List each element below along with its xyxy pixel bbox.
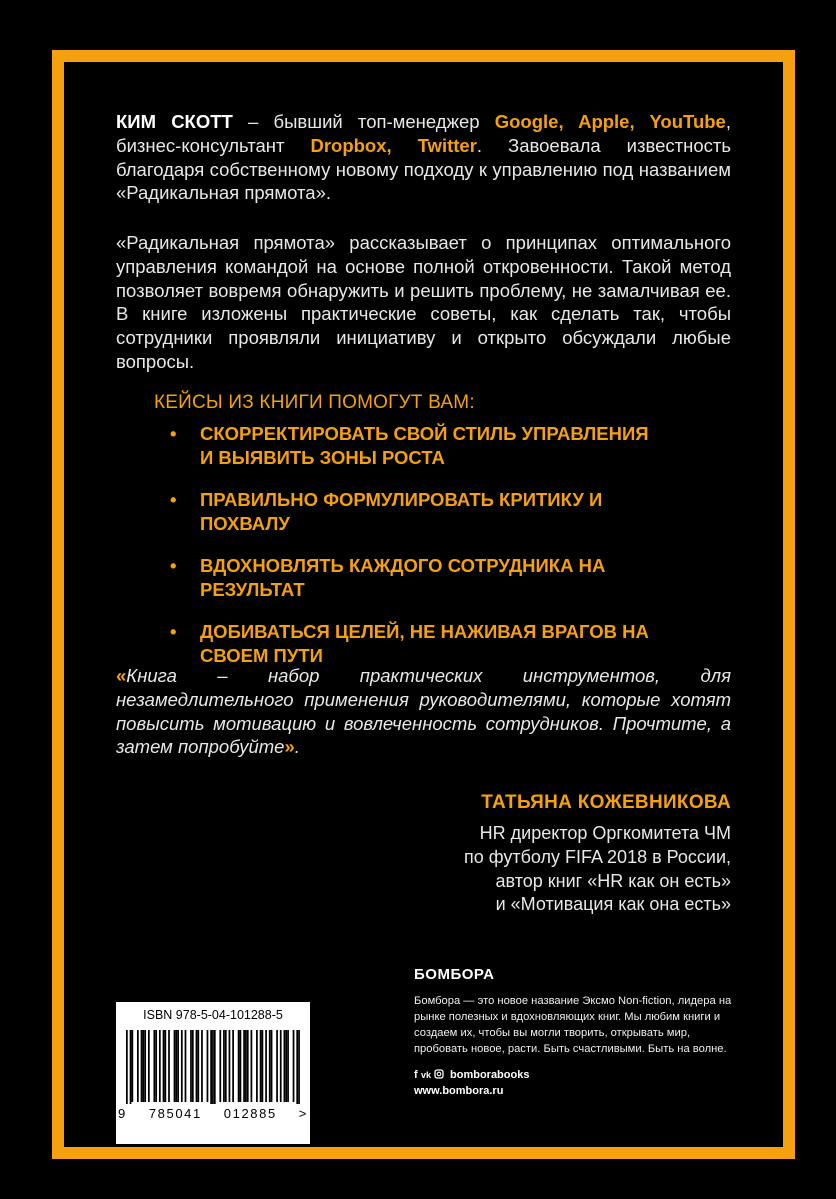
list-item: • ПРАВИЛЬНО ФОРМУЛИРОВАТЬ КРИТИКУ И ПОХВАЛУ xyxy=(170,489,603,534)
barcode-bar xyxy=(144,1030,146,1102)
barcode-bar xyxy=(271,1030,273,1102)
bullet-icon: • xyxy=(170,423,177,444)
social-handle[interactable]: bomborabooks xyxy=(450,1069,530,1081)
barcode-bar xyxy=(229,1030,231,1102)
barcode-bar xyxy=(232,1030,234,1102)
cases-title: КЕЙСЫ ИЗ КНИГИ ПОМОГУТ ВАМ: xyxy=(154,392,475,413)
barcode-bar xyxy=(141,1030,143,1102)
barcode-bar xyxy=(137,1030,139,1102)
vk-icon: vk xyxy=(421,1070,432,1079)
barcode-bar xyxy=(238,1030,240,1102)
barcode-bar xyxy=(284,1030,286,1102)
barcode-bar xyxy=(262,1030,264,1102)
barcode-bar xyxy=(142,1030,144,1102)
publisher-logo: БОМБОРА xyxy=(414,966,495,983)
barcode-bar xyxy=(131,1030,133,1102)
list-item: • ВДОХНОВЛЯТЬ КАЖДОГО СОТРУДНИКА НА РЕЗУЛЬТАТ xyxy=(170,555,606,600)
barcode-bar xyxy=(243,1030,245,1102)
isbn-barcode xyxy=(116,1002,310,1144)
barcode-bar xyxy=(197,1030,199,1102)
barcode-bar xyxy=(212,1030,214,1104)
website-link[interactable]: www.bombora.ru xyxy=(414,1085,504,1097)
barcode-bar xyxy=(192,1030,194,1102)
barcode-bar xyxy=(251,1030,253,1102)
barcode-bar xyxy=(168,1030,170,1102)
barcode-bar xyxy=(256,1030,258,1102)
bullet-icon: • xyxy=(170,489,177,510)
barcode-bar xyxy=(296,1030,298,1104)
barcode-bar xyxy=(276,1030,278,1102)
barcode-bar xyxy=(177,1030,179,1102)
barcode-bar xyxy=(223,1030,225,1102)
barcode-digits: 9 785041 012885 > xyxy=(118,1106,308,1121)
companies-list: Google, Apple, YouTube xyxy=(494,111,726,132)
barcode-bar xyxy=(207,1030,209,1102)
barcode-bar xyxy=(175,1030,177,1102)
barcode-bar xyxy=(219,1030,221,1102)
barcode-bar xyxy=(214,1030,216,1104)
back-cover-content xyxy=(64,62,783,1147)
barcode-bar xyxy=(163,1030,165,1102)
barcode-bar xyxy=(159,1030,161,1102)
barcode-bar xyxy=(285,1030,287,1102)
barcode-bar xyxy=(164,1030,166,1102)
barcode-bar xyxy=(196,1030,198,1102)
bullet-icon: • xyxy=(170,555,177,576)
barcode-bar xyxy=(148,1030,150,1102)
bullet-icon: • xyxy=(170,621,177,642)
facebook-icon: f xyxy=(414,1069,418,1079)
barcode-bar xyxy=(225,1030,227,1102)
barcode-bar xyxy=(126,1030,128,1104)
barcode-bar xyxy=(245,1030,247,1102)
quote-open-mark: « xyxy=(116,665,127,686)
quote-author xyxy=(464,792,731,917)
barcode-bars xyxy=(126,1030,300,1104)
barcode-bar xyxy=(181,1030,183,1102)
companies-list-2: Dropbox, Twitter xyxy=(310,134,477,156)
barcode-bar xyxy=(260,1030,262,1102)
barcode-bar xyxy=(287,1030,289,1102)
book-description: «Радикальная прямота» рассказывает о принципах оптимального управления командой на основе полной откровенности. Такой метод позволяет вовремя обнаружить и решить проблему, не замалчивая ее. В книге изложены практические советы, как сделать так, чтобы сотрудники проявляли инициативу и открыто обсуждали любые вопросы. xyxy=(116,232,731,372)
author-role: HR директор Оргкомитета ЧМ по футболу FIFA 2018 в России, автор книг «HR как он есть» и «Мотивация как она есть» xyxy=(464,823,731,915)
testimonial-quote: «Книга – набор практических инструментов, для незамедлительного применения руководителями, которые хотят повысить мотивацию и вовлеченность сотрудников. Прочтите, а затем попробуйте». xyxy=(116,665,731,758)
barcode-bar xyxy=(185,1030,187,1102)
barcode-bar xyxy=(293,1030,295,1102)
barcode-bar xyxy=(265,1030,267,1102)
barcode-bar xyxy=(298,1030,300,1104)
publisher-links xyxy=(414,1067,734,1099)
barcode-bar xyxy=(280,1030,282,1102)
publisher-block xyxy=(414,966,734,1099)
barcode-bar xyxy=(210,1030,212,1104)
list-item: • СКОРРЕКТИРОВАТЬ СВОЙ СТИЛЬ УПРАВЛЕНИЯ И ВЫЯВИТЬ ЗОНЫ РОСТА xyxy=(170,423,649,468)
barcode-bar xyxy=(269,1030,271,1102)
barcode-bar xyxy=(240,1030,242,1102)
social-row xyxy=(414,1067,734,1083)
barcode-bar xyxy=(155,1030,157,1102)
barcode-bar xyxy=(174,1030,176,1102)
author-name: КИМ СКОТТ xyxy=(116,111,233,132)
social-icons xyxy=(414,1069,448,1079)
quote-close-mark: » xyxy=(284,736,295,758)
author-intro: КИМ СКОТТ – бывший топ-менеджер Google, Apple, YouTube, бизнес-консультант Dropbox, Twitter. Завоевала известность благодаря собственному новому подходу к управлению под названием «Радикальная прямота». xyxy=(116,111,731,204)
author-name: ТАТЬЯНА КОЖЕВНИКОВА xyxy=(481,792,731,813)
barcode-bar xyxy=(201,1030,203,1102)
barcode-bar xyxy=(130,1030,132,1104)
cases-list xyxy=(170,422,650,686)
list-item: • ДОБИВАТЬСЯ ЦЕЛЕЙ, НЕ НАЖИВАЯ ВРАГОВ НА СВОЕМ ПУТИ xyxy=(170,621,649,666)
publisher-description: Бомбора — это новое название Эксмо Non-fiction, лидера на рынке полезных и вдохновляющих книг. Мы любим книги и создаем их, чтобы вы могли творить, открывать мир, пробовать новое, расти. Быть счастливыми. Быть на волне. xyxy=(414,995,732,1055)
isbn-label: ISBN 978-5-04-101288-5 xyxy=(143,1008,283,1022)
barcode-bar xyxy=(247,1030,249,1102)
barcode-bar xyxy=(190,1030,192,1102)
instagram-icon xyxy=(435,1070,443,1078)
barcode-bar xyxy=(153,1030,155,1102)
